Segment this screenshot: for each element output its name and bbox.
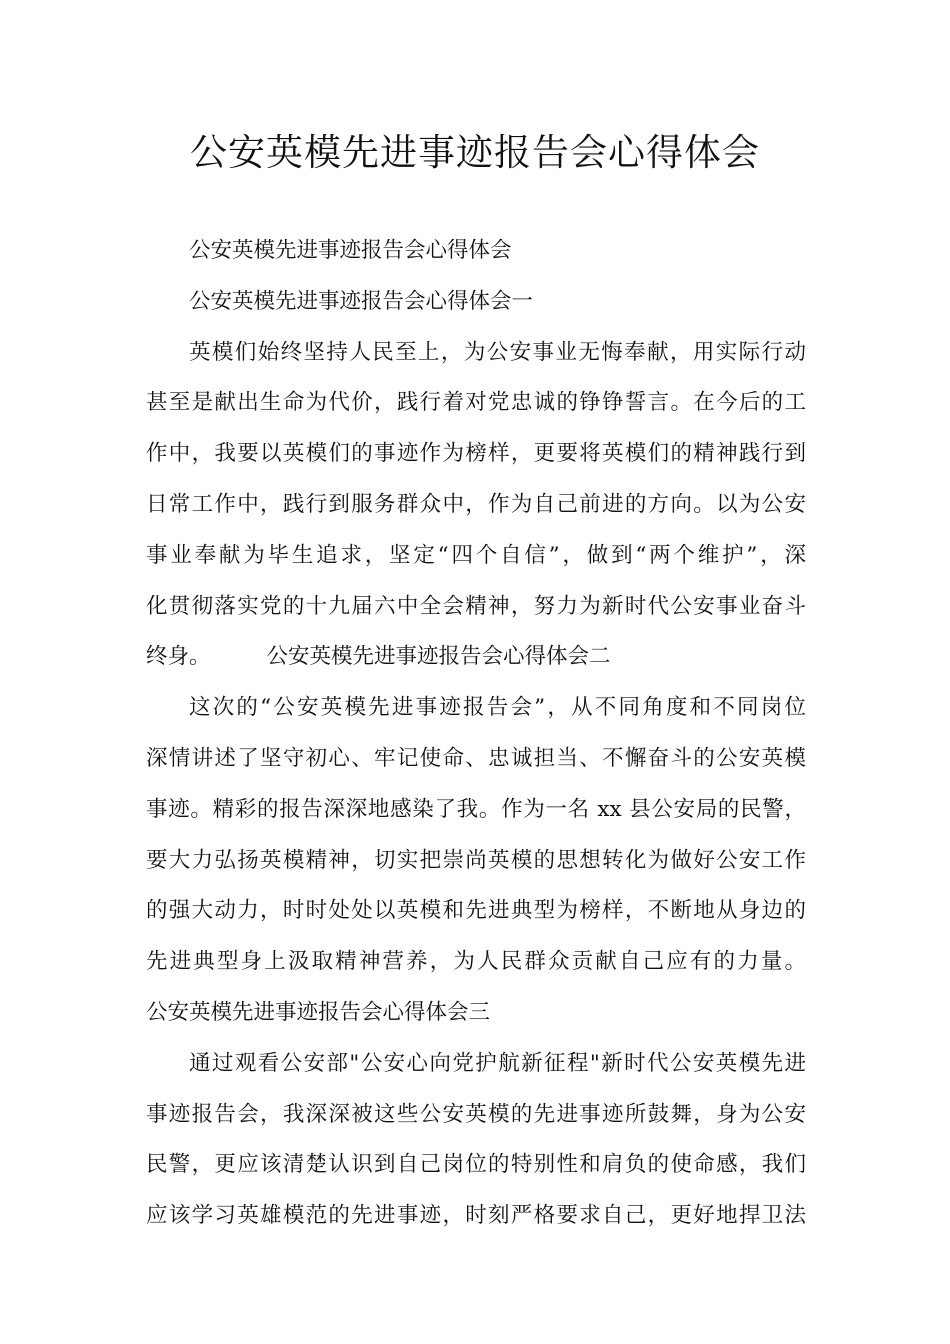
- paragraph-line: 事业奉献为毕生追求，坚定“四个自信”，做到“两个维护”，深: [146, 542, 806, 568]
- paragraph-line: 事迹。精彩的报告深深地感染了我。作为一名 xx 县公安局的民警，: [146, 796, 806, 822]
- paragraph-line: 深情讲述了坚守初心、牢记使命、忠诚担当、不懈奋斗的公安英模: [146, 745, 806, 771]
- paragraph-line: 民警，更应该清楚认识到自己岗位的特别性和肩负的使命感，我们: [146, 1152, 806, 1178]
- paragraph-line: 的强大动力，时时处处以英模和先进典型为榜样，不断地从身边的: [146, 898, 806, 924]
- paragraph-line: 终身。: [146, 644, 211, 670]
- section-heading-2: 公安英模先进事迹报告会心得体会二: [266, 644, 611, 670]
- paragraph-line: 甚至是献出生命为代价，践行着对党忠诚的铮铮誓言。在今后的工: [146, 390, 806, 416]
- paragraph-line: 应该学习英雄模范的先进事迹，时刻严格要求自己，更好地捍卫法: [146, 1203, 806, 1229]
- document-body: [146, 226, 806, 1242]
- paragraph-line: 事迹报告会，我深深被这些公安英模的先进事迹所鼓舞，身为公安: [146, 1101, 806, 1127]
- paragraph-line: 日常工作中，践行到服务群众中，作为自己前进的方向。以为公安: [146, 491, 806, 517]
- paragraph-line: 作中，我要以英模们的事迹作为榜样，更要将英模们的精神践行到: [146, 441, 806, 467]
- subtitle-line: 公安英模先进事迹报告会心得体会: [189, 238, 512, 263]
- paragraph-end-line: [146, 632, 806, 683]
- document-title: 公安英模先进事迹报告会心得体会: [190, 131, 760, 174]
- paragraph-line: 英模们始终坚持人民至上，为公安事业无悔奉献，用实际行动: [189, 339, 806, 365]
- paragraph-line: 通过观看公安部"公安心向党护航新征程"新时代公安英模先进: [189, 1050, 806, 1076]
- section-heading-1: 公安英模先进事迹报告会心得体会一: [189, 288, 534, 314]
- paragraph-line: 化贯彻落实党的十九届六中全会精神，努力为新时代公安事业奋斗: [146, 593, 806, 619]
- paragraph-line: 先进典型身上汲取精神营养，为人民群众贡献自己应有的力量。: [146, 949, 806, 975]
- paragraph-line: 这次的“公安英模先进事迹报告会”，从不同角度和不同岗位: [189, 695, 806, 721]
- paragraph-line: 要大力弘扬英模精神，切实把崇尚英模的思想转化为做好公安工作: [146, 847, 806, 873]
- section-heading-3: 公安英模先进事迹报告会心得体会三: [146, 999, 491, 1025]
